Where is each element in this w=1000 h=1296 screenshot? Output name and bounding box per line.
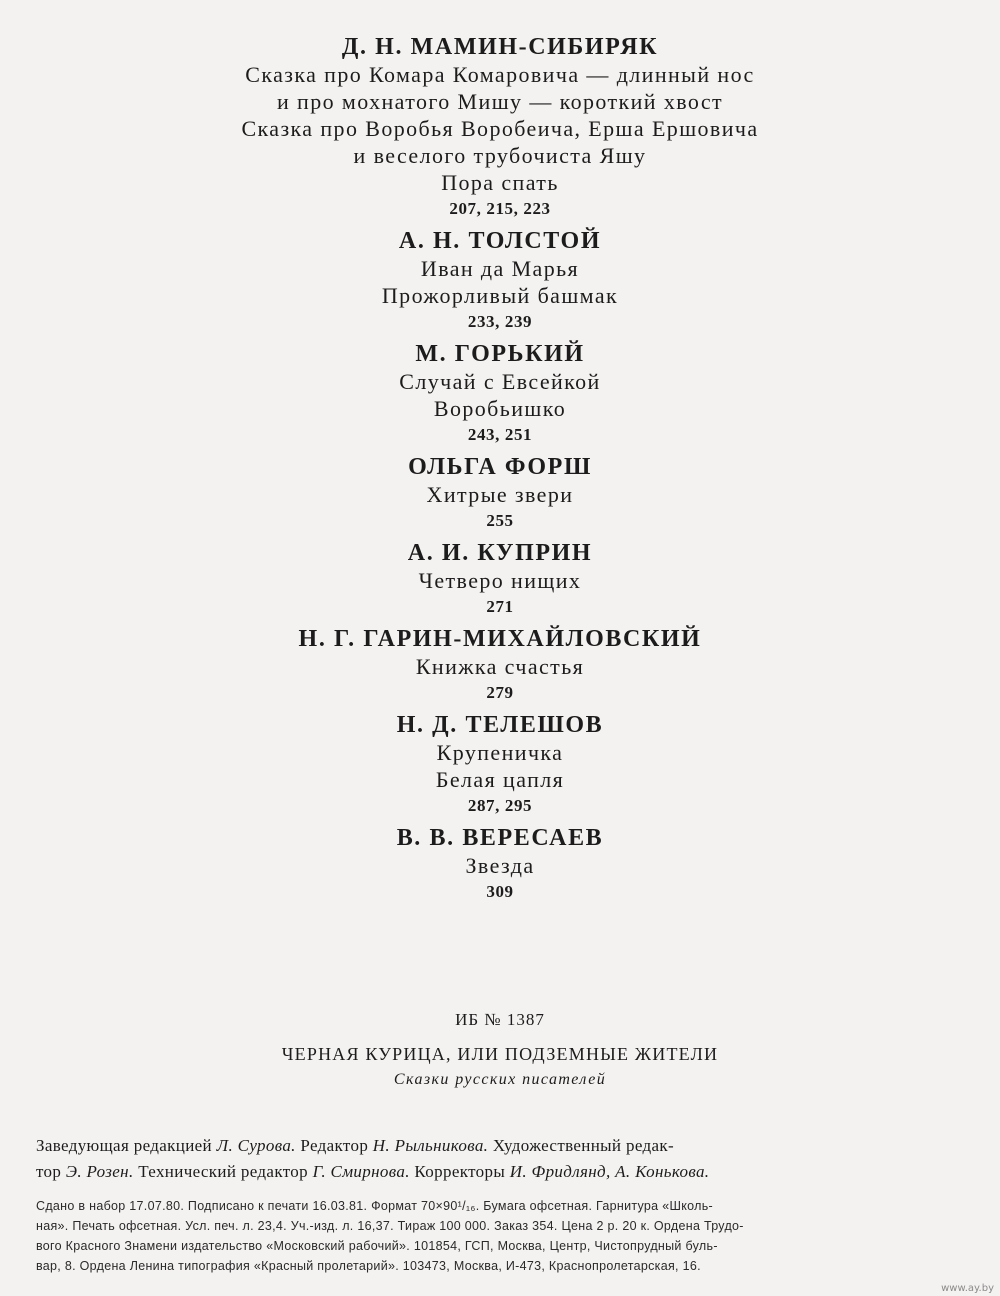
tech-editor-name: Г. Смирнова. <box>312 1162 410 1181</box>
toc-title: Сказка про Воробья Воробеича, Ерша Ершовича <box>241 116 759 141</box>
toc-pages: 271 <box>486 597 514 616</box>
toc-pages: 207, 215, 223 <box>449 199 551 218</box>
toc-title: Случай с Евсейкой <box>399 369 601 394</box>
toc-author: М. ГОРЬКИЙ <box>415 341 585 367</box>
toc-title: Четверо нищих <box>418 568 582 593</box>
toc-title: Крупеничка <box>436 740 564 765</box>
toc-author: ОЛЬГА ФОРШ <box>408 454 592 480</box>
watermark: www.ay.by <box>941 1283 994 1294</box>
toc-entry <box>0 825 1000 905</box>
toc-title: Иван да Марья <box>420 256 580 281</box>
toc-author: А. Н. ТОЛСТОЙ <box>398 228 602 254</box>
print-line: вар, 8. Ордена Ленина типография «Красный пролетарий». 103473, Москва, И-473, Краснопролетарская, 16. <box>36 1259 701 1273</box>
editor-label: Редактор <box>300 1136 369 1155</box>
book-subtitle: Сказки русских писателей <box>393 1071 607 1088</box>
toc-entry <box>0 540 1000 620</box>
toc-pages: 309 <box>486 882 514 901</box>
toc-pages: 287, 295 <box>467 796 533 815</box>
editor-name: Н. Рыльникова. <box>372 1136 489 1155</box>
toc-entry <box>0 341 1000 448</box>
toc-author: Д. Н. МАМИН-СИБИРЯК <box>341 34 659 60</box>
proofreaders-label: Корректоры <box>414 1162 506 1181</box>
art-editor-label: Художественный редак- <box>492 1136 675 1155</box>
art-editor-name: Э. Розен. <box>65 1162 134 1181</box>
proofreaders-names: И. Фридлянд, А. Конькова. <box>509 1162 710 1181</box>
toc-author: А. И. КУПРИН <box>407 540 593 566</box>
tech-editor-label: Технический редактор <box>138 1162 308 1181</box>
ib-number: ИБ № 1387 <box>455 1010 545 1029</box>
toc-title: Книжка счастья <box>415 654 585 679</box>
toc-pages: 243, 251 <box>467 425 533 444</box>
toc-author: Н. Д. ТЕЛЕШОВ <box>396 712 604 738</box>
toc-entry <box>0 34 1000 222</box>
toc-pages: 255 <box>486 511 514 530</box>
print-line: Сдано в набор 17.07.80. Подписано к печати 16.03.81. Формат 70×90¹/₁₆. Бумага офсетная. Гарнитура «Школь- <box>36 1199 713 1213</box>
toc-title: Пора спать <box>441 170 559 195</box>
print-line: ная». Печать офсетная. Усл. печ. л. 23,4. Уч.-изд. л. 16,37. Тираж 100 000. Заказ 354. Цена 2 р. 20 к. Ордена Трудо- <box>36 1219 744 1233</box>
art-editor-label-cont: тор <box>36 1162 62 1181</box>
toc-title: и веселого трубочиста Яшу <box>353 143 647 168</box>
toc-entry <box>0 712 1000 819</box>
book-title: ЧЕРНАЯ КУРИЦА, ИЛИ ПОДЗЕМНЫЕ ЖИТЕЛИ <box>281 1044 719 1064</box>
toc-pages: 279 <box>486 683 514 702</box>
table-of-contents <box>0 34 1000 911</box>
toc-title: Сказка про Комара Комаровича — длинный нос <box>245 62 755 87</box>
toc-author: Н. Г. ГАРИН-МИХАЙЛОВСКИЙ <box>298 626 702 652</box>
toc-entry <box>0 228 1000 335</box>
toc-title: Воробьишко <box>433 396 567 421</box>
printing-info <box>36 1196 976 1276</box>
toc-entry <box>0 626 1000 706</box>
toc-pages: 233, 239 <box>467 312 533 331</box>
head-editor-name: Л. Сурова. <box>216 1136 296 1155</box>
toc-title: Звезда <box>465 853 535 878</box>
toc-entry <box>0 454 1000 534</box>
toc-title: Белая цапля <box>435 767 565 792</box>
editorial-credits <box>36 1133 976 1185</box>
print-line: вого Красного Знамени издательство «Московский рабочий». 101854, ГСП, Москва, Центр, Чистопрудный буль- <box>36 1239 718 1253</box>
toc-title: Прожорливый башмак <box>381 283 619 308</box>
head-editor-label: Заведующая редакцией <box>36 1136 212 1155</box>
toc-author: В. В. ВЕРЕСАЕВ <box>396 825 604 851</box>
toc-title: и про мохнатого Мишу — короткий хвост <box>276 89 724 114</box>
toc-title: Хитрые звери <box>426 482 574 507</box>
